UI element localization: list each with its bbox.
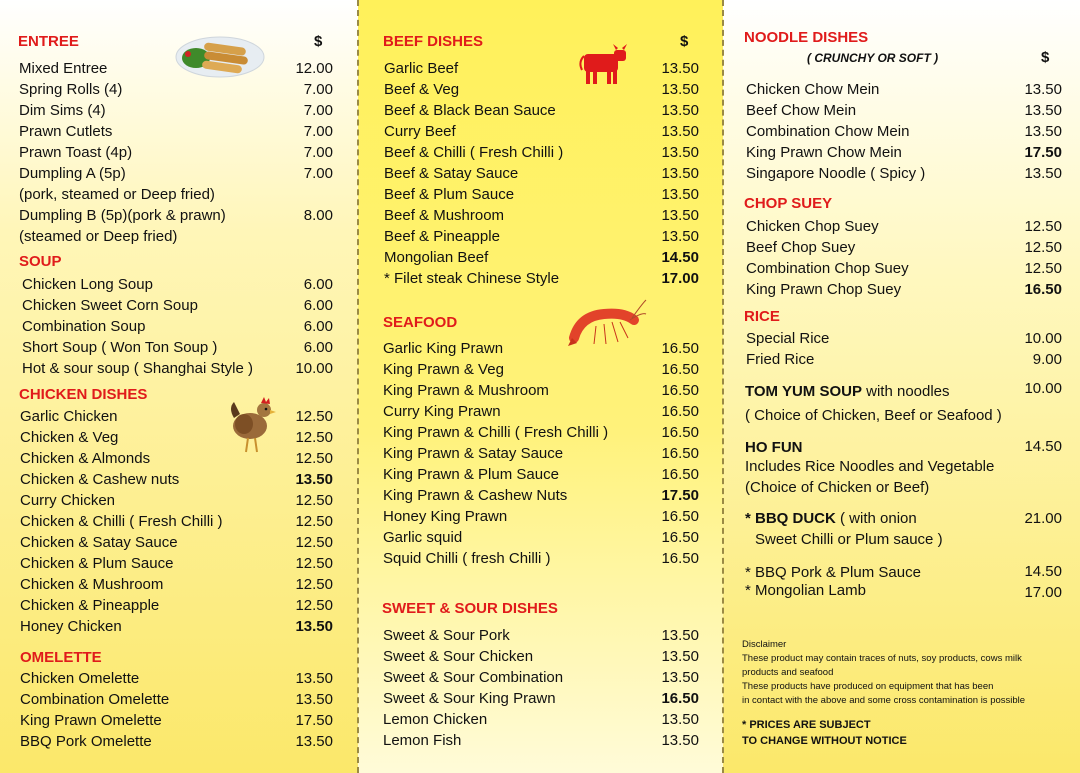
list-item: * Mongolian Lamb: [745, 582, 866, 599]
section-title-entree: ENTREE: [18, 33, 79, 50]
menu-column-2: [358, 0, 723, 773]
list-item: Prawn Toast (4p): [19, 144, 133, 161]
item-price: 12.50: [295, 450, 333, 467]
list-item: Lemon Chicken: [383, 711, 488, 728]
item-price: 13.50: [661, 711, 699, 728]
list-item: Beef Chow Mein: [746, 102, 857, 119]
item-price: 6.00: [303, 339, 333, 356]
item-price: 13.50: [661, 144, 699, 161]
bbq-duck-item: [745, 510, 917, 528]
item-price: 12.50: [295, 513, 333, 530]
list-item: BBQ Pork Omelette: [20, 733, 152, 750]
list-item: Sweet & Sour King Prawn: [383, 690, 556, 707]
list-item: Honey King Prawn: [383, 508, 508, 525]
price-notice: TO CHANGE WITHOUT NOTICE: [742, 735, 907, 747]
item-price: 12.50: [295, 555, 333, 572]
disclaimer-line: in contact with the above and some cross contamination is possible: [742, 695, 1026, 706]
item-price: 7.00: [303, 144, 333, 161]
item-price: 13.50: [1024, 165, 1062, 182]
item-price: 13.50: [295, 733, 333, 750]
item-price: 16.50: [661, 529, 699, 546]
item-price: 6.00: [303, 318, 333, 335]
item-price: 16.50: [661, 466, 699, 483]
list-item: Beef & Plum Sauce: [384, 186, 515, 203]
disclaimer-title: Disclaimer: [742, 639, 787, 650]
item-price: 16.50: [661, 403, 699, 420]
list-item: Short Soup ( Won Ton Soup ): [22, 339, 218, 356]
currency-header: $: [680, 33, 689, 50]
list-item: Prawn Cutlets: [19, 123, 113, 140]
section-title-chop-suey: CHOP SUEY: [744, 195, 833, 212]
list-item: Chicken & Chilli ( Fresh Chilli ): [20, 513, 223, 530]
list-item: King Prawn & Satay Sauce: [383, 445, 564, 462]
list-item: King Prawn & Veg: [383, 361, 504, 378]
item-price: 6.00: [303, 276, 333, 293]
item-price: 14.50: [1024, 563, 1062, 580]
item-price: 12.50: [1024, 218, 1062, 235]
list-item: Curry Beef: [384, 123, 456, 140]
item-price: 13.50: [661, 186, 699, 203]
tom-yum-suffix: with noodles: [861, 383, 950, 400]
item-price: 7.00: [303, 102, 333, 119]
item-price: 12.50: [1024, 239, 1062, 256]
list-item: Chicken Chow Mein: [746, 81, 880, 98]
item-price: 16.50: [661, 445, 699, 462]
disclaimer-line: products and seafood: [742, 667, 834, 678]
item-price: 13.50: [661, 228, 699, 245]
item-price: 13.50: [661, 207, 699, 224]
list-item: Singapore Noodle ( Spicy ): [746, 165, 926, 182]
section-title-soup: SOUP: [19, 253, 62, 270]
ho-fun-name: HO FUN: [745, 439, 803, 456]
section-title-chicken: CHICKEN DISHES: [19, 386, 148, 403]
spring-rolls-image: [174, 34, 266, 80]
item-price: 17.50: [661, 487, 699, 504]
list-item: Beef & Veg: [384, 81, 460, 98]
currency-header: $: [1041, 49, 1050, 66]
chicken-image: [228, 392, 278, 456]
list-item: Chicken & Mushroom: [20, 576, 164, 593]
disclaimer-line: These products have produced on equipment that has been: [742, 681, 994, 692]
prawn-image: [566, 298, 648, 352]
column-divider: [357, 0, 359, 773]
item-price: 13.50: [1024, 102, 1062, 119]
list-item: Chicken & Almonds: [20, 450, 151, 467]
tom-yum-name: TOM YUM SOUP: [745, 383, 862, 400]
item-price: 16.50: [1024, 281, 1062, 298]
list-item: Curry King Prawn: [383, 403, 501, 420]
item-price: 13.50: [661, 102, 699, 119]
list-item: King Prawn Chop Suey: [746, 281, 902, 298]
list-item-note: (pork, steamed or Deep fried): [19, 186, 215, 203]
list-item: * Filet steak Chinese Style: [384, 270, 560, 287]
list-item: Combination Chow Mein: [746, 123, 910, 140]
currency-header: $: [314, 33, 323, 50]
item-price: 13.50: [295, 670, 333, 687]
menu-column-3: [723, 0, 1080, 773]
item-price: 12.00: [295, 60, 333, 77]
item-price: 13.50: [661, 81, 699, 98]
item-price: 13.50: [1024, 81, 1062, 98]
list-item: Chicken & Plum Sauce: [20, 555, 174, 572]
item-price: 12.50: [295, 534, 333, 551]
item-price: 17.00: [1024, 584, 1062, 601]
list-item: Special Rice: [746, 330, 830, 347]
list-item: Spring Rolls (4): [19, 81, 123, 98]
list-item: King Prawn Chow Mein: [746, 144, 902, 161]
item-price: 13.50: [661, 627, 699, 644]
item-price: 16.50: [661, 550, 699, 567]
list-item: Sweet & Sour Combination: [383, 669, 564, 686]
item-price: 16.50: [661, 690, 699, 707]
list-item: Fried Rice: [746, 351, 815, 368]
bbq-duck-suffix: ( with onion: [835, 510, 917, 527]
section-title-seafood: SEAFOOD: [383, 314, 458, 331]
item-price: 7.00: [303, 81, 333, 98]
item-price: 9.00: [1032, 351, 1062, 368]
list-item: Beef & Chilli ( Fresh Chilli ): [384, 144, 564, 161]
list-item: Mixed Entree: [19, 60, 108, 77]
list-item: Chicken Long Soup: [22, 276, 153, 293]
item-price: 13.50: [661, 60, 699, 77]
list-item: Chicken & Satay Sauce: [20, 534, 178, 551]
list-item: Dim Sims (4): [19, 102, 106, 119]
list-item: King Prawn & Chilli ( Fresh Chilli ): [383, 424, 609, 441]
item-price: 16.50: [661, 508, 699, 525]
list-item: Combination Omelette: [20, 691, 170, 708]
item-price: 12.50: [1024, 260, 1062, 277]
section-title-beef: BEEF DISHES: [383, 33, 484, 50]
item-price: 7.00: [303, 165, 333, 182]
item-price: 13.50: [1024, 123, 1062, 140]
section-title-noodle: NOODLE DISHES: [744, 29, 869, 46]
tom-yum-note: ( Choice of Chicken, Beef or Seafood ): [745, 407, 1002, 424]
item-price: 12.50: [295, 429, 333, 446]
list-item: Mongolian Beef: [384, 249, 489, 266]
item-price: 13.50: [661, 732, 699, 749]
ho-fun-note: (Choice of Chicken or Beef): [745, 479, 930, 496]
list-item: Beef Chop Suey: [746, 239, 856, 256]
menu-column-1: [0, 0, 358, 773]
list-item: Combination Soup: [22, 318, 146, 335]
item-price: 13.50: [295, 618, 333, 635]
item-price: 13.50: [661, 669, 699, 686]
section-title-omelette: OMELETTE: [20, 649, 102, 666]
list-item: Beef & Black Bean Sauce: [384, 102, 556, 119]
list-item: King Prawn & Plum Sauce: [383, 466, 559, 483]
list-item: Chicken & Veg: [20, 429, 119, 446]
ho-fun-note: Includes Rice Noodles and Vegetable: [745, 458, 995, 475]
item-price: 10.00: [1024, 380, 1062, 397]
item-price: 13.50: [295, 471, 333, 488]
list-item: Beef & Pineapple: [384, 228, 500, 245]
item-price: 12.50: [295, 597, 333, 614]
item-price: 16.50: [661, 340, 699, 357]
item-price: 13.50: [661, 123, 699, 140]
list-item: King Prawn Omelette: [20, 712, 162, 729]
column-divider: [722, 0, 724, 773]
item-price: 13.50: [661, 165, 699, 182]
list-item: King Prawn & Mushroom: [383, 382, 549, 399]
list-item: * BBQ Pork & Plum Sauce: [745, 564, 921, 581]
item-price: 14.50: [661, 249, 699, 266]
item-price: 17.50: [1024, 144, 1062, 161]
bbq-duck-note: Sweet Chilli or Plum sauce ): [755, 531, 943, 548]
item-price: 13.50: [295, 691, 333, 708]
list-item: Chicken Chop Suey: [746, 218, 879, 235]
list-item: Garlic squid: [383, 529, 463, 546]
list-item: Combination Chop Suey: [746, 260, 909, 277]
list-item: Garlic Chicken: [20, 408, 118, 425]
list-item: Dumpling A (5p): [19, 165, 126, 182]
list-item: Garlic Beef: [384, 60, 459, 77]
cow-icon: [578, 42, 630, 88]
list-item: Lemon Fish: [383, 732, 462, 749]
item-price: 12.50: [295, 492, 333, 509]
item-price: 16.50: [661, 361, 699, 378]
list-item: Beef & Mushroom: [384, 207, 505, 224]
list-item: Beef & Satay Sauce: [384, 165, 519, 182]
list-item: King Prawn & Cashew Nuts: [383, 487, 568, 504]
item-price: 6.00: [303, 297, 333, 314]
list-item: Chicken Omelette: [20, 670, 140, 687]
bbq-duck-name: * BBQ DUCK: [745, 510, 836, 527]
list-item: Chicken & Cashew nuts: [20, 471, 180, 488]
list-item: Garlic King Prawn: [383, 340, 504, 357]
item-price: 8.00: [303, 207, 333, 224]
item-price: 12.50: [295, 576, 333, 593]
list-item: Chicken Sweet Corn Soup: [22, 297, 198, 314]
price-notice: * PRICES ARE SUBJECT: [742, 719, 871, 731]
item-price: 17.50: [295, 712, 333, 729]
disclaimer-line: These product may contain traces of nuts, soy products, cows milk: [742, 653, 1022, 664]
section-title-rice: RICE: [744, 308, 780, 325]
tom-yum-item: [745, 383, 950, 401]
section-title-sweet-sour: SWEET & SOUR DISHES: [382, 600, 558, 617]
list-item: Chicken & Pineapple: [20, 597, 160, 614]
item-price: 21.00: [1024, 510, 1062, 527]
list-item: Honey Chicken: [20, 618, 122, 635]
list-item: Curry Chicken: [20, 492, 116, 509]
item-price: 7.00: [303, 123, 333, 140]
list-item: Sweet & Sour Pork: [383, 627, 510, 644]
item-price: 12.50: [295, 408, 333, 425]
list-item: Squid Chilli ( fresh Chilli ): [383, 550, 551, 567]
list-item: Hot & sour soup ( Shanghai Style ): [22, 360, 253, 377]
item-price: 13.50: [661, 648, 699, 665]
item-price: 10.00: [1024, 330, 1062, 347]
item-price: 10.00: [295, 360, 333, 377]
noodle-subtitle: ( CRUNCHY OR SOFT ): [807, 51, 939, 65]
list-item-note: (steamed or Deep fried): [19, 228, 178, 245]
list-item: Sweet & Sour Chicken: [383, 648, 534, 665]
item-price: 14.50: [1024, 438, 1062, 455]
item-price: 16.50: [661, 382, 699, 399]
item-price: 17.00: [661, 270, 699, 287]
item-price: 16.50: [661, 424, 699, 441]
list-item: Dumpling B (5p)(pork & prawn): [19, 207, 226, 224]
